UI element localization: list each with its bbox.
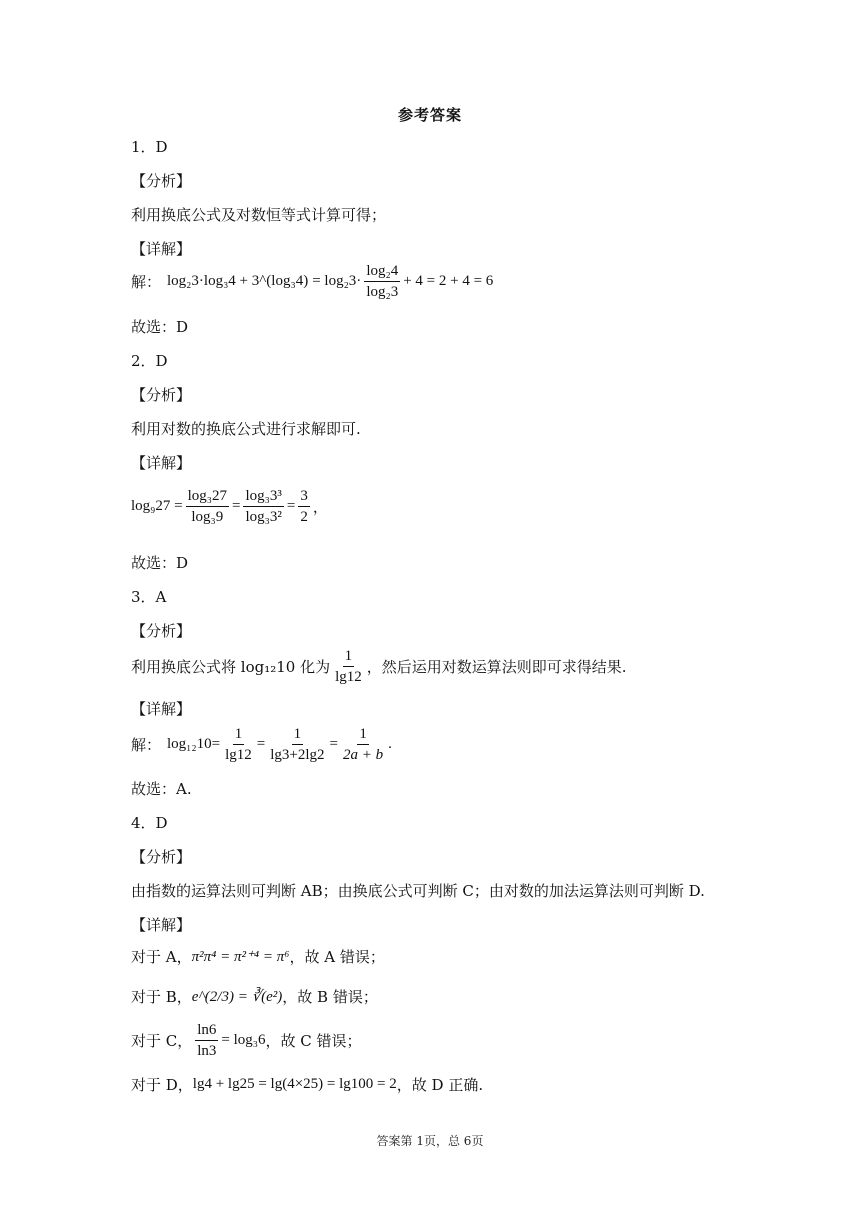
q4-number: 4．D [131, 814, 168, 832]
page-footer: 答案第 1页，总 6页 [376, 1134, 484, 1148]
q3-fraction-2-numerator: 1 [292, 726, 304, 745]
q4-option-c [131, 1022, 362, 1059]
q2-fraction-1-denominator: log₃9 [191, 509, 224, 525]
q2-fraction-2-numerator: log₃3³ [243, 488, 283, 507]
q2-fraction-2 [243, 488, 283, 525]
q2-fraction-1 [186, 488, 229, 525]
q3-fraction-1-numerator: 1 [233, 726, 245, 745]
q1-solution [131, 263, 493, 300]
q2-equals-1: = [232, 498, 241, 514]
q2-analysis-text: 利用对数的换底公式进行求解即可. [131, 420, 361, 438]
q3-equals-1: = [256, 736, 266, 752]
q1-solution-prefix: 解： [131, 273, 162, 291]
q4-a-math: π²π⁴ = π²⁺⁴ = π⁶ [191, 949, 290, 965]
q3-analysis-fraction-numerator: 1 [343, 648, 355, 667]
q3-analysis [131, 648, 627, 685]
q2-tail: ， [312, 498, 328, 516]
q1-solution-lhs: log₂3·log₃4 + 3^(log₃4) [167, 273, 309, 289]
q3-number: 3．A [131, 588, 167, 606]
q2-fraction-2-denominator: log₃3² [245, 509, 282, 525]
q4-c-prefix: 对于 C， [131, 1032, 193, 1050]
q2-lhs: log₉27 = [131, 498, 183, 514]
q2-fraction-3-denominator: 2 [300, 509, 308, 525]
q3-answer: 故选：A. [131, 780, 192, 798]
q4-a-prefix: 对于 A， [131, 948, 192, 966]
q4-detail-label: 【详解】 [131, 916, 192, 934]
q2-answer: 故选：D [131, 554, 189, 572]
q3-fraction-2 [268, 726, 326, 763]
q1-solution-eq: = log₂3· [312, 273, 362, 289]
q4-c-fraction-denominator: ln3 [197, 1043, 217, 1059]
q3-solution [131, 726, 392, 763]
q4-d-math: lg4 + lg25 = lg(4×25) = lg100 = 2 [192, 1076, 397, 1092]
q1-fraction-denominator: log₂3 [366, 284, 399, 300]
q1-fraction-numerator: log₂4 [364, 263, 400, 282]
q1-fraction [364, 263, 400, 300]
q4-option-a [131, 946, 385, 967]
page-title: 参考答案 [397, 106, 462, 124]
q1-answer: 故选：D [131, 318, 189, 336]
q3-fraction-3-denominator: 2a + b [343, 747, 384, 763]
q4-c-math: = log₃6 [221, 1032, 266, 1048]
q4-a-post: ，故 A 错误； [289, 948, 385, 966]
q4-b-math: e^(2/3) = ∛(e²) [191, 989, 283, 1005]
q3-fraction-3-numerator: 1 [357, 726, 369, 745]
q2-solution [131, 488, 328, 525]
q2-equals-2: = [286, 498, 296, 514]
q3-fraction-3 [341, 726, 385, 763]
q4-b-post: ，故 B 错误； [282, 988, 378, 1006]
q3-equals-2: = [329, 736, 339, 752]
q2-fraction-1-numerator: log₃27 [186, 488, 229, 507]
q1-analysis-text: 利用换底公式及对数恒等式计算可得； [131, 206, 387, 224]
q1-detail-label: 【详解】 [131, 240, 192, 258]
q3-fraction-2-denominator: lg3+2lg2 [270, 747, 325, 763]
q3-analysis-post: ，然后运用对数运算法则即可求得结果. [366, 658, 627, 676]
q3-analysis-fraction [333, 648, 364, 685]
q3-solution-lhs: log₁₂10= [167, 736, 221, 752]
q3-tail: . [388, 736, 392, 752]
q4-option-d [131, 1074, 483, 1095]
q4-d-post: ，故 D 正确. [396, 1076, 484, 1094]
q4-c-fraction [195, 1022, 218, 1059]
q2-analysis-label: 【分析】 [131, 386, 192, 404]
q3-analysis-fraction-denominator: lg12 [335, 669, 362, 685]
q2-fraction-3 [298, 488, 310, 525]
q3-solution-prefix: 解： [131, 736, 162, 754]
q4-d-prefix: 对于 D， [131, 1076, 193, 1094]
q4-option-b [131, 986, 378, 1007]
q3-detail-label: 【详解】 [131, 700, 192, 718]
q3-fraction-1 [223, 726, 254, 763]
q3-analysis-label: 【分析】 [131, 622, 192, 640]
q4-b-prefix: 对于 B， [131, 988, 192, 1006]
q3-fraction-1-denominator: lg12 [225, 747, 252, 763]
q4-analysis-label: 【分析】 [131, 848, 192, 866]
q2-fraction-3-numerator: 3 [298, 488, 310, 507]
q4-c-fraction-numerator: ln6 [195, 1022, 218, 1041]
q4-analysis-text: 由指数的运算法则可判断 AB；由换底公式可判断 C；由对数的加法运算法则可判断 D. [131, 882, 705, 900]
q1-number: 1．D [131, 138, 168, 156]
q3-analysis-pre: 利用换底公式将 log₁₂10 化为 [131, 658, 331, 676]
q2-number: 2．D [131, 352, 168, 370]
q4-c-post: ，故 C 错误； [265, 1032, 362, 1050]
q2-detail-label: 【详解】 [131, 454, 192, 472]
q1-solution-rest: + 4 = 2 + 4 = 6 [403, 273, 494, 289]
q1-analysis-label: 【分析】 [131, 172, 192, 190]
